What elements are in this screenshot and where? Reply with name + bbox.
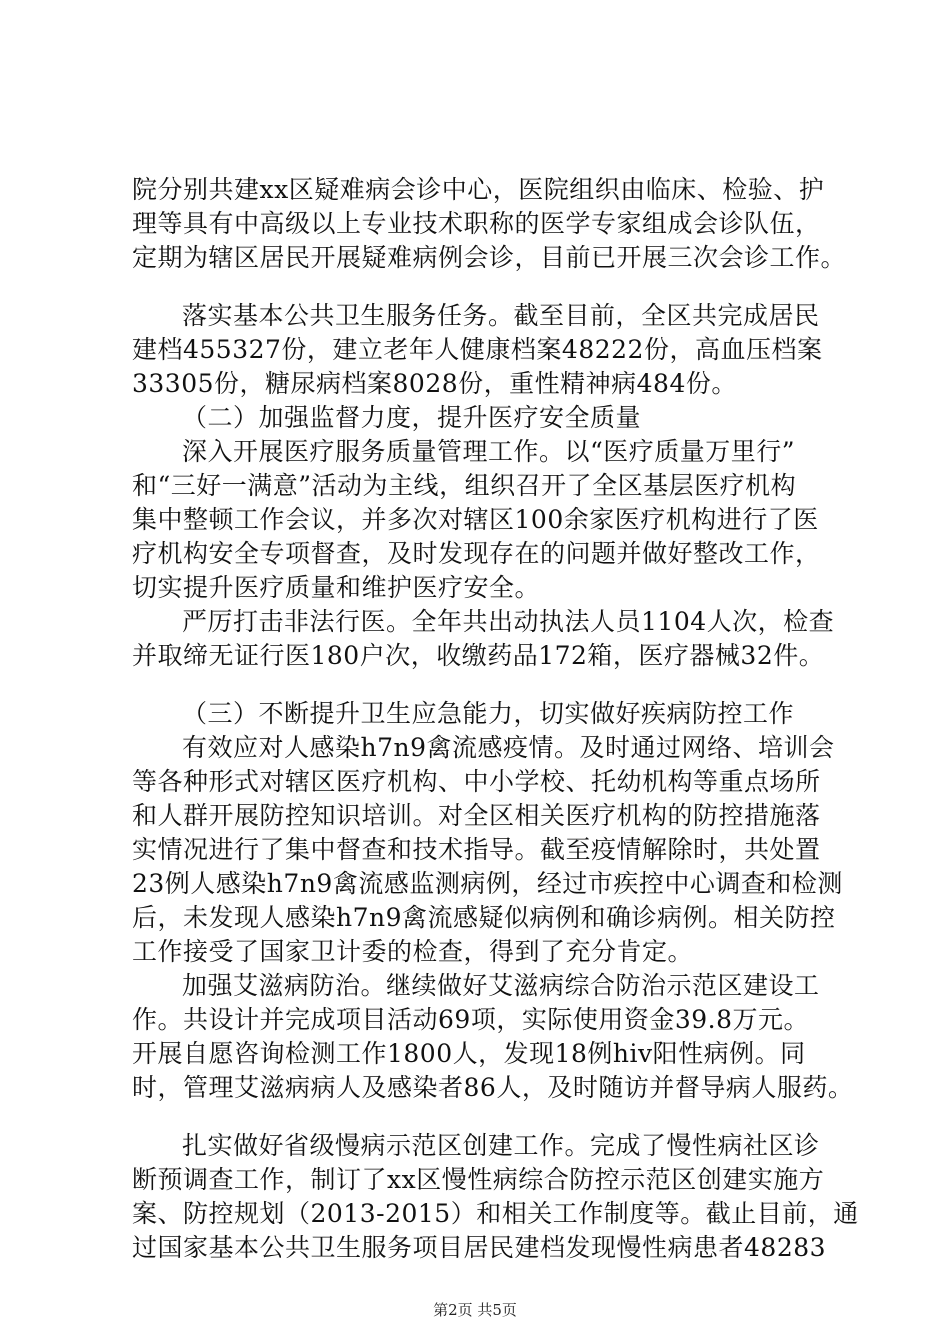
paragraph-6-line-4: 时，管理艾滋病病人及感染者86人，及时随访并督导病人服药。 (132, 1073, 854, 1102)
section-heading-3: （三）不断提升卫生应急能力，切实做好疾病防控工作 (182, 699, 795, 728)
paragraph-6-line-1: 加强艾滋病防治。继续做好艾滋病综合防治示范区建设工 (182, 971, 820, 1000)
paragraph-3-line-5: 切实提升医疗质量和维护医疗安全。 (132, 573, 541, 602)
paragraph-3-line-2: 和“三好一满意”活动为主线，组织召开了全区基层医疗机构 (132, 471, 797, 500)
paragraph-6-line-3: 开展自愿咨询检测工作1800人，发现18例hiv阳性病例。同 (132, 1039, 806, 1068)
paragraph-3-line-3: 集中整顿工作会议，并多次对辖区100余家医疗机构进行了医 (132, 505, 819, 534)
paragraph-5-line-1: 有效应对人感染h7n9禽流感疫情。及时通过网络、培训会 (182, 733, 835, 762)
paragraph-5-line-5: 23例人感染h7n9禽流感监测病例，经过市疾控中心调查和检测 (132, 869, 843, 898)
paragraph-1-line-1: 院分别共建xx区疑难病会诊中心，医院组织由临床、检验、护 (132, 175, 825, 204)
section-heading-2: （二）加强监督力度，提升医疗安全质量 (182, 403, 642, 432)
paragraph-5-line-6: 后，未发现人感染h7n9禽流感疑似病例和确诊病例。相关防控 (132, 903, 836, 932)
paragraph-5-line-3: 和人群开展防控知识培训。对全区相关医疗机构的防控措施落 (132, 801, 821, 830)
paragraph-5-line-7: 工作接受了国家卫计委的检查，得到了充分肯定。 (132, 937, 694, 966)
paragraph-1-line-2: 理等具有中高级以上专业技术职称的医学专家组成会诊队伍， (132, 209, 821, 238)
paragraph-5-line-2: 等各种形式对辖区医疗机构、中小学校、托幼机构等重点场所 (132, 767, 821, 796)
paragraph-6-line-2: 作。共设计并完成项目活动69项，实际使用资金39.8万元。 (132, 1005, 809, 1034)
paragraph-4-line-2: 并取缔无证行医180户次，收缴药品172箱，医疗器械32件。 (132, 641, 825, 670)
paragraph-2-line-1: 落实基本公共卫生服务任务。截至目前，全区共完成居民 (182, 301, 820, 330)
paragraph-2-line-3: 33305份，糖尿病档案8028份，重性精神病484份。 (132, 369, 737, 398)
paragraph-7-line-2: 断预调查工作，制订了xx区慢性病综合防控示范区创建实施方 (132, 1165, 825, 1194)
paragraph-3-line-1: 深入开展医疗服务质量管理工作。以“医疗质量万里行” (182, 437, 796, 466)
paragraph-7-line-4: 过国家基本公共卫生服务项目居民建档发现慢性病患者48283 (132, 1233, 827, 1262)
paragraph-3-line-4: 疗机构安全专项督查，及时发现存在的问题并做好整改工作， (132, 539, 821, 568)
page-number-footer: 第2页 共5页 (433, 1301, 517, 1319)
paragraph-1-line-3: 定期为辖区居民开展疑难病例会诊，目前已开展三次会诊工作。 (132, 243, 847, 272)
paragraph-7-line-3: 案、防控规划（2013-2015）和相关工作制度等。截止目前，通 (132, 1199, 859, 1228)
paragraph-2-line-2: 建档455327份，建立老年人健康档案48222份，高血压档案 (132, 335, 823, 364)
paragraph-5-line-4: 实情况进行了集中督查和技术指导。截至疫情解除时，共处置 (132, 835, 821, 864)
paragraph-7-line-1: 扎实做好省级慢病示范区创建工作。完成了慢性病社区诊 (182, 1131, 820, 1160)
paragraph-4-line-1: 严厉打击非法行医。全年共出动执法人员1104人次，检查 (182, 607, 835, 636)
